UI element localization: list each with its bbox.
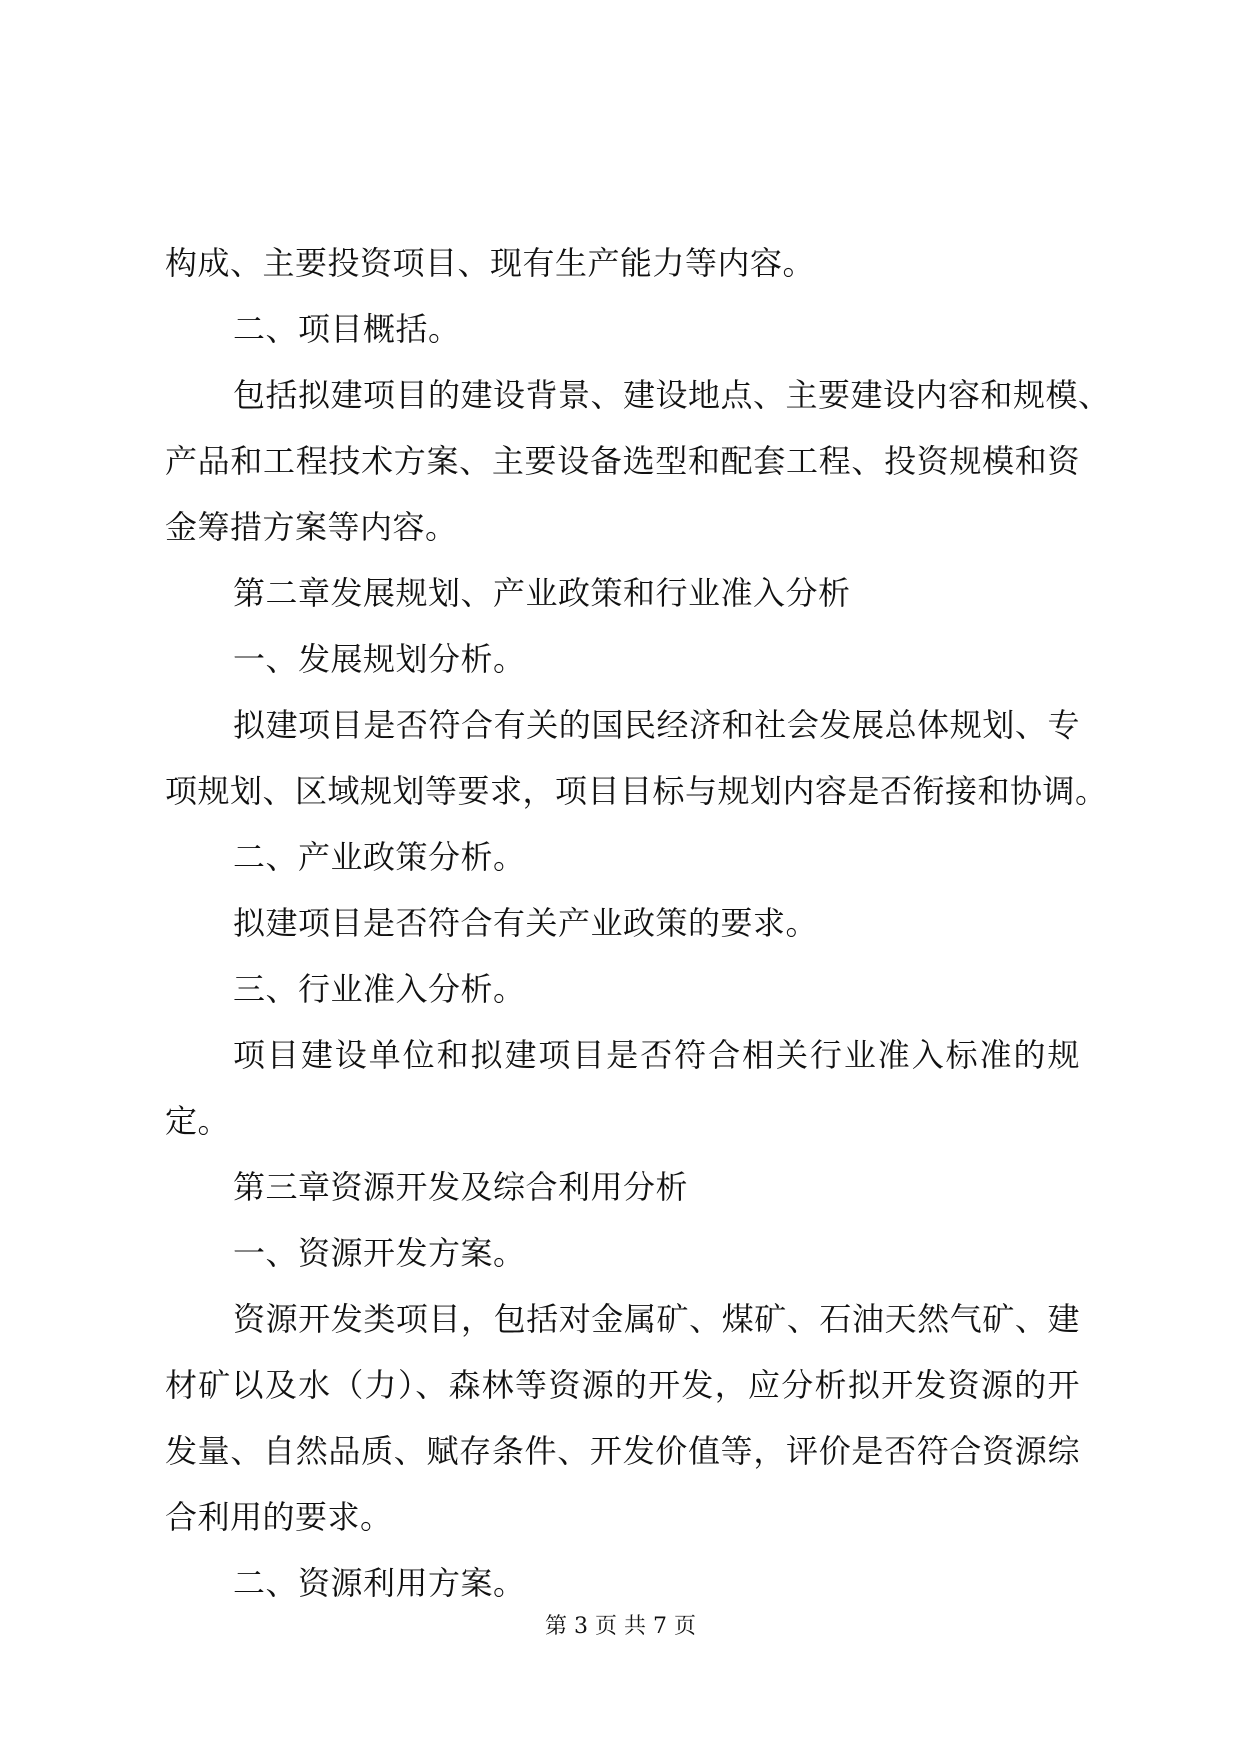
text-line: 拟建项目是否符合有关的国民经济和社会发展总体规划、专 <box>233 706 1080 744</box>
section-heading: 一、发展规划分析。 <box>233 640 526 678</box>
text-line: 合利用的要求。 <box>165 1498 393 1536</box>
section-heading: 一、资源开发方案。 <box>233 1234 526 1272</box>
text-line: 项目建设单位和拟建项目是否符合相关行业准入标准的规 <box>233 1036 1080 1074</box>
text-line: 产品和工程技术方案、主要设备选型和配套工程、投资规模和资 <box>165 442 1080 480</box>
chapter-heading: 第三章资源开发及综合利用分析 <box>233 1168 689 1206</box>
text-line: 包括拟建项目的建设背景、建设地点、主要建设内容和规模、 <box>233 376 1111 414</box>
text-line: 定。 <box>165 1102 231 1140</box>
text-line: 金筹措方案等内容。 <box>165 508 458 546</box>
text-line: 构成、主要投资项目、现有生产能力等内容。 <box>165 244 816 282</box>
text-line: 项规划、区域规划等要求，项目目标与规划内容是否衔接和协调。 <box>165 772 1108 810</box>
page-footer: 第 3 页 共 7 页 <box>545 1614 696 1639</box>
text-line: 拟建项目是否符合有关产业政策的要求。 <box>233 904 819 942</box>
section-heading: 二、资源利用方案。 <box>233 1564 526 1602</box>
chapter-heading: 第二章发展规划、产业政策和行业准入分析 <box>233 574 851 612</box>
text-line: 资源开发类项目，包括对金属矿、煤矿、石油天然气矿、建 <box>233 1300 1080 1338</box>
text-line: 发量、自然品质、赋存条件、开发价值等，评价是否符合资源综 <box>165 1432 1080 1470</box>
text-line: 材矿以及水（力）、森林等资源的开发，应分析拟开发资源的开 <box>165 1366 1080 1404</box>
text-line: 二、项目概括。 <box>233 310 461 348</box>
section-heading: 三、行业准入分析。 <box>233 970 526 1008</box>
section-heading: 二、产业政策分析。 <box>233 838 526 876</box>
body-text <box>165 230 1111 1616</box>
